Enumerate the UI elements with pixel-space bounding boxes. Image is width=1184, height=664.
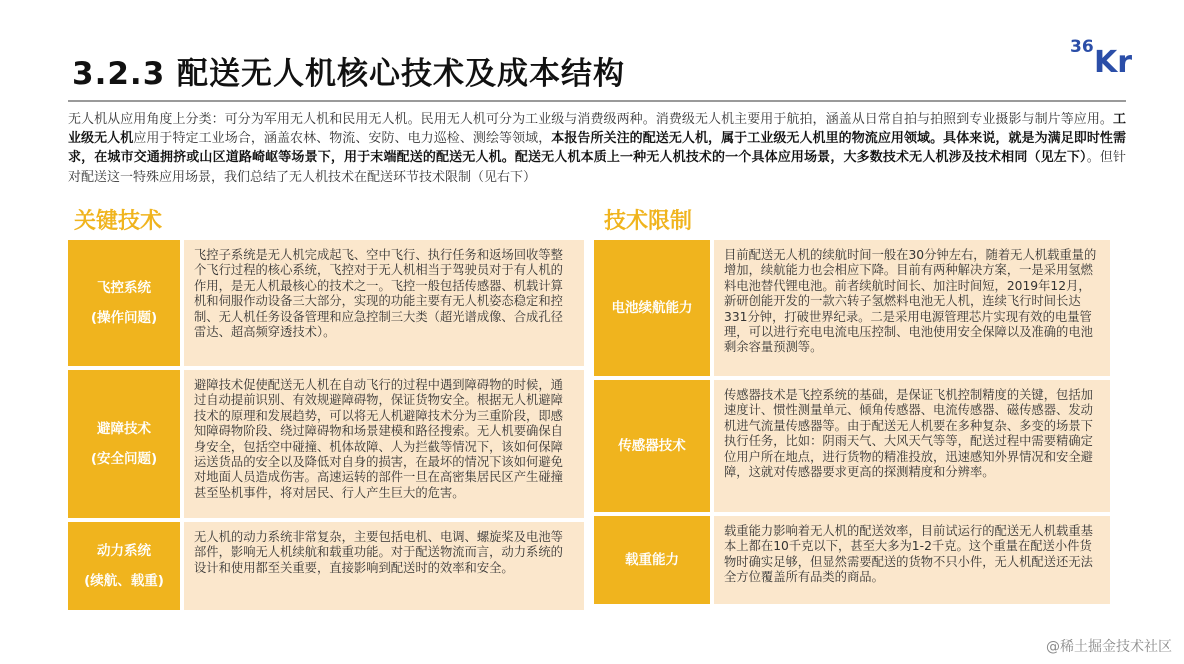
row-label-title: 动力系统 bbox=[97, 543, 151, 559]
section-heading-key-tech: 关键技术 bbox=[74, 209, 163, 234]
row-label-sub: (操作问题) bbox=[90, 310, 158, 326]
intro-paragraph bbox=[68, 110, 1126, 187]
row-label bbox=[594, 240, 710, 376]
intro-text-3: 。但针对配送这一特殊应用场景，我们总结了无人机技术在配送环节技术限制（见右下） bbox=[68, 150, 1126, 185]
row-description: 无人机的动力系统非常复杂，主要包括电机、电调、螺旋桨及电池等部件，影响无人机续航和载重功能。对于配送物流而言，动力系统的设计和使用都至关重要，直接影响到配送时的效率和安全。 bbox=[184, 522, 584, 610]
intro-bold-2: 本报告所关注的配送无人机，属于工业级无人机里的物流应用领域。具体来说，就是为满足即时性需求，在城市交通拥挤或山区道路崎岖等场景下，用于末端配送的配送无人机。配送无人机本质上一种无人机技术的一个具体应用场景，大多数技术无人机涉及技术相同（见左下） bbox=[68, 131, 1126, 166]
row-label bbox=[68, 522, 180, 610]
svg-text:Kr: Kr bbox=[1094, 45, 1133, 74]
page-title: 3.2.3 配送无人机核心技术及成本结构 bbox=[72, 56, 626, 92]
row-label-title: 载重能力 bbox=[625, 552, 679, 568]
row-label-sub: (安全问题) bbox=[90, 451, 158, 467]
table-row bbox=[68, 522, 584, 610]
table-row bbox=[594, 516, 1110, 604]
row-label-title: 避障技术 bbox=[97, 421, 151, 437]
table-row bbox=[594, 240, 1110, 376]
svg-text:36: 36 bbox=[1070, 37, 1094, 57]
key-tech-table bbox=[68, 240, 584, 614]
row-description: 飞控子系统是无人机完成起飞、空中飞行、执行任务和返场回收等整个飞行过程的核心系统，飞控对于无人机相当于驾驶员对于有人机的作用，是无人机最核心的技术之一。飞控一般包括传感器、机载计算机和伺服作动设备三大部分，实现的功能主要有无人机姿态稳定和控制、无人机任务设备管理和应急控制三大类（超光谱成像、合成孔径雷达、超高频穿透技术）。 bbox=[184, 240, 584, 366]
row-label bbox=[68, 370, 180, 518]
intro-bold-1: 工业级无人机 bbox=[68, 112, 1126, 147]
brand-logo bbox=[1070, 34, 1150, 74]
row-label-title: 电池续航能力 bbox=[611, 300, 693, 316]
watermark-text: 稀土掘金技术社区 bbox=[1060, 639, 1172, 655]
row-label bbox=[594, 516, 710, 604]
watermark-at: @ bbox=[1046, 639, 1060, 655]
row-description: 载重能力影响着无人机的配送效率，目前试运行的配送无人机载重基本上都在10千克以下，甚至大多为1-2千克。这个重量在配送小件货物时确实足够，但显然需要配送的货物不只小件，无人机配送还无法全方位覆盖所有品类的商品。 bbox=[714, 516, 1110, 604]
table-row bbox=[68, 370, 584, 518]
intro-text-1: 无人机从应用角度上分类：可分为军用无人机和民用无人机。民用无人机可分为工业级与消费级两种。消费级无人机主要用于航拍，涵盖从日常自拍与拍照到专业摄影与制片等应用。 bbox=[68, 112, 1113, 127]
row-label bbox=[68, 240, 180, 366]
row-label-title: 飞控系统 bbox=[97, 280, 151, 296]
row-description: 避障技术促使配送无人机在自动飞行的过程中遇到障碍物的时候，通过自动提前识别、有效规避障碍物，保证货物安全。根据无人机避障技术的原理和发展趋势，可以将无人机避障技术分为三重阶段，即感知障碍物阶段、绕过障碍物和场景建模和路径搜索。无人机要确保自身安全，包括空中碰撞、机体故障、人为拦截等情况下，该如何保障运送货品的安全以及降低对自身的损害，在最坏的情况下该如何避免对地面人员造成伤害。高速运转的部件一旦在高密集居民区产生碰撞甚至坠机事件，将对居民、行人产生巨大的危害。 bbox=[184, 370, 584, 518]
intro-text-2: 应用于特定工业场合，涵盖农林、物流、安防、电力巡检、测绘等领域， bbox=[133, 131, 552, 147]
row-label bbox=[594, 380, 710, 512]
section-heading-tech-limits: 技术限制 bbox=[604, 209, 693, 234]
row-label-title: 传感器技术 bbox=[618, 438, 686, 454]
watermark bbox=[1046, 636, 1172, 656]
table-row bbox=[68, 240, 584, 366]
row-description: 目前配送无人机的续航时间一般在30分钟左右，随着无人机载重量的增加，续航能力也会相应下降。目前有两种解决方案，一是采用氢燃料电池替代锂电池。前者续航时间长、加注时间短，2019年12月，新研创能开发的一款六转子氢燃料电池无人机，连续飞行时间长达331分钟，打破世界纪录。二是采用电源管理芯片实现有效的电量管理，可以进行充电电流电压控制、电池使用安全保障以及准确的电池剩余容量预测等。 bbox=[714, 240, 1110, 376]
title-divider bbox=[68, 100, 1126, 102]
row-label-sub: (续航、载重) bbox=[84, 573, 164, 589]
table-row bbox=[594, 380, 1110, 512]
row-description: 传感器技术是飞控系统的基础，是保证飞机控制精度的关键，包括加速度计、惯性测量单元、倾角传感器、电流传感器、磁传感器、发动机进气流量传感器等。由于配送无人机要在多种复杂、多变的场景下执行任务，比如：阴雨天气、大风天气等等，配送过程中需要精确定位用户所在地点，进行货物的精准投放，迅速感知外界情况和安全避障，这就对传感器要求更高的探测精度和分辨率。 bbox=[714, 380, 1110, 512]
tech-limits-table bbox=[594, 240, 1110, 608]
